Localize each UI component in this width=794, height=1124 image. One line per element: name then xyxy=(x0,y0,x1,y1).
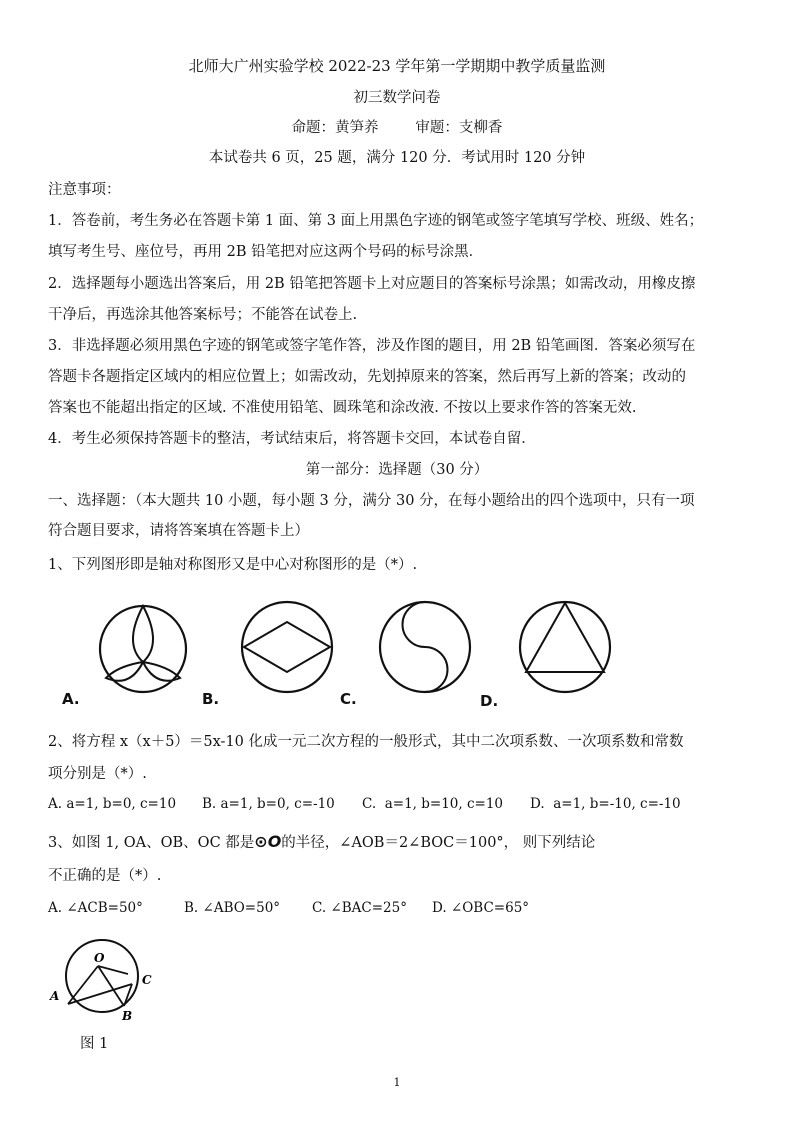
q1-label-c: C. xyxy=(340,690,357,708)
part1-heading: 第一部分：选择题（30 分） xyxy=(305,462,489,478)
q2-option-c: C. a=1, b=10, c=10 xyxy=(362,796,504,812)
q1-figure-c xyxy=(378,600,472,694)
exam-subtitle: 初三数学问卷 xyxy=(353,90,441,106)
q2-option-b: B. a=1, b=0, c=-10 xyxy=(202,796,335,812)
q3-stem-pre: 3、如图 1, OA、OB、OC 都是 xyxy=(48,835,255,851)
note-line: 答题卡各题指定区域内的相应位置上；如需改动，先划掉原来的答案，然后再写上新的答案；改动的 xyxy=(48,369,686,385)
exam-title: 北师大广州实验学校 2022-23 学年第一学期期中教学质量监测 xyxy=(188,57,606,75)
q3-option-b: B. ∠ABO=50° xyxy=(184,900,281,916)
part1-instructions: 一、选择题：（本大题共 10 小题，每小题 3 分，满分 30 分，在每小题给出的四个选项中，只有一项 xyxy=(48,493,695,509)
q1-figure-d xyxy=(518,600,612,694)
exam-authors: 命题：黄笋养 审题：支柳香 xyxy=(291,120,503,136)
q3-stem-cont: 不正确的是（*）. xyxy=(48,868,162,884)
note-line: 1．答卷前，考生务必在答题卡第 1 面、第 3 面上用黑色字迹的钢笔或签字笔填写学校、班级、姓名； xyxy=(48,213,704,229)
q1-figure-a xyxy=(98,604,188,694)
q1-stem: 1、下列图形即是轴对称图形又是中心对称图形的是（*）. xyxy=(48,557,418,573)
q3-option-c: C. ∠BAC=25° xyxy=(312,900,407,916)
q1-label-a: A. xyxy=(62,690,80,708)
q2-option-a: A. a=1, b=0, c=10 xyxy=(48,796,177,812)
q3-stem-post: 的半径，∠AOB＝2∠BOC＝100°， 则下列结论 xyxy=(281,835,596,851)
page-number: 1 xyxy=(393,1076,401,1089)
point-a-label: A xyxy=(50,989,60,1003)
q2-option-d: D. a=1, b=-10, c=-10 xyxy=(530,796,681,812)
note-line: 填写考生号、座位号，再用 2B 铅笔把对应这两个号码的标号涂黑． xyxy=(48,244,484,260)
part1-instructions-cont: 符合题目要求，请将答案填在答题卡上） xyxy=(48,523,309,539)
q3-option-d: D. ∠OBC=65° xyxy=(432,900,530,916)
note-line: 4．考生必须保持答题卡的整洁，考试结束后，将答题卡交回，本试卷自留． xyxy=(48,431,536,447)
note-line: 干净后，再选涂其他答案标号；不能答在试卷上. xyxy=(48,307,358,323)
q1-label-b: B. xyxy=(202,690,220,708)
q2-stem-cont: 项分别是（*）. xyxy=(48,766,147,782)
exam-info: 本试卷共 6 页，25 题，满分 120 分．考试用时 120 分钟 xyxy=(208,150,586,166)
q1-figure-b xyxy=(240,600,334,694)
note-line: 答案也不能超出指定的区域. 不准使用铅笔、圆珠笔和涂改液. 不按以上要求作答的答案无效. xyxy=(48,400,637,416)
point-b-label: B xyxy=(122,1009,133,1023)
notes-heading: 注意事项： xyxy=(48,182,121,198)
q3-option-a: A. ∠ACB=50° xyxy=(48,900,143,916)
note-line: 3．非选择题必须用黑色字迹的钢笔或签字笔作答，涉及作图的题目，用 2B 铅笔画图．答案必须写在 xyxy=(48,338,696,354)
note-line: 2．选择题每小题选出答案后，用 2B 铅笔把答题卡上对应题目的答案标号涂黑；如需改动，用橡皮擦 xyxy=(48,276,696,292)
circle-o-symbol: ⊙O xyxy=(254,832,282,851)
point-c-label: C xyxy=(142,973,152,987)
q1-label-d: D. xyxy=(480,692,499,710)
q2-stem: 2、将方程 x（x＋5）＝5x-10 化成一元二次方程的一般形式，其中二次项系数、一次项系数和常数 xyxy=(48,734,684,750)
q3-figure-1 xyxy=(46,938,166,1028)
figure-1-caption: 图 1 xyxy=(80,1036,109,1052)
point-o-label: O xyxy=(94,951,105,965)
q3-stem xyxy=(48,832,595,853)
